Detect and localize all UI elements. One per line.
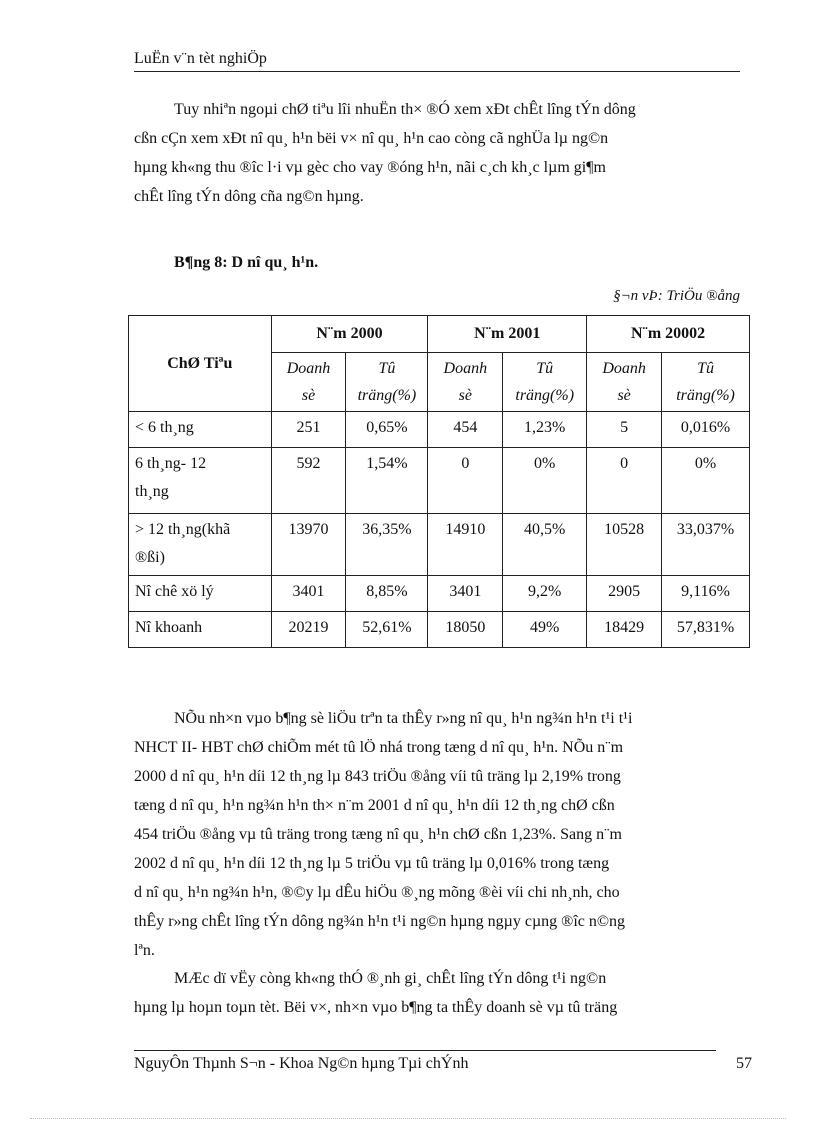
row-label: > 12 th¸ng(khã ®ßi)	[129, 514, 272, 576]
text-line: 2000 d nî qu¸ h¹n díi 12 th¸ng lµ 843 triÖu ®ång víi tû träng lµ 2,19% trong	[134, 768, 621, 785]
paragraph-conclusion	[134, 964, 740, 1022]
share-cell: 9,2%	[503, 576, 587, 612]
text-line: hµng kh«ng thu ®îc l·i vµ gèc cho vay ®óng h¹n, nãi c¸ch kh¸c lµm gi¶m	[134, 159, 606, 176]
paragraph-intro	[134, 95, 740, 211]
share-cell: 57,831%	[662, 612, 750, 648]
amount-cell: 0	[428, 448, 503, 514]
amount-cell: 2905	[587, 576, 662, 612]
text-line: d nî qu¸ h¹n ng¾n h¹n, ®©y lµ dÊu hiÖu ®¸ng mõng ®èi víi chi nh¸nh, cho	[134, 884, 620, 901]
share-cell: 1,23%	[503, 412, 587, 448]
text-line: cßn cÇn xem xÐt nî qu¸ h¹n bëi v× nî qu¸ h¹n cao còng cã nghÜa lµ ng©n	[134, 130, 609, 147]
amount-cell: 5	[587, 412, 662, 448]
share-cell: 0,016%	[662, 412, 750, 448]
share-cell: 49%	[503, 612, 587, 648]
paragraph-analysis	[134, 704, 740, 965]
page-number: 57	[736, 1055, 752, 1072]
table-row	[129, 412, 750, 448]
text-line: NHCT II- HBT chØ chiÕm mét tû lÖ nhá trong tæng d nî qu¸ h¹n. NÕu n¨m	[134, 739, 624, 756]
table-header-row	[129, 316, 750, 353]
text-line: hµng lµ hoµn toµn tèt. Bëi v×, nh×n vµo b¶ng ta thÊy doanh sè vµ tû träng	[134, 999, 618, 1016]
text-line: 2002 d nî qu¸ h¹n díi 12 th¸ng lµ 5 triÖu vµ tû träng lµ 0,016% trong tæng	[134, 855, 610, 872]
text-line: thÊy r»ng chÊt lîng tÝn dông ng¾n h¹n t¹i ng©n hµng ngµy cµng ®îc n©ng	[134, 913, 626, 930]
unit-note: §¬n vÞ: TriÖu ®ång	[613, 288, 740, 304]
indicator-header: ChØ Tiªu	[129, 316, 272, 412]
share-cell: 0%	[503, 448, 587, 514]
share-cell: 1,54%	[346, 448, 428, 514]
amount-cell: 18429	[587, 612, 662, 648]
text-line: 454 triÖu ®ång vµ tû träng trong tæng nî qu¸ h¹n chØ cßn 1,23%. Sang n¨m	[134, 826, 622, 843]
table-caption: B¶ng 8: D nî qu¸ h¹n.	[174, 254, 319, 271]
amount-cell: 20219	[271, 612, 346, 648]
text-line: lªn.	[134, 942, 155, 959]
table-row	[129, 576, 750, 612]
table-row	[129, 448, 750, 514]
row-label: Nî khoanh	[129, 612, 272, 648]
header-divider	[134, 71, 740, 72]
row-label: 6 th¸ng- 12 th¸ng	[129, 448, 272, 514]
share-cell: 0,65%	[346, 412, 428, 448]
amount-cell: 3401	[428, 576, 503, 612]
row-label: < 6 th¸ng	[129, 412, 272, 448]
share-cell: 52,61%	[346, 612, 428, 648]
amount-cell: 454	[428, 412, 503, 448]
amount-cell: 13970	[271, 514, 346, 576]
amount-cell: 10528	[587, 514, 662, 576]
amount-cell: 3401	[271, 576, 346, 612]
year-header: N¨m 2001	[428, 316, 587, 353]
amount-cell: 18050	[428, 612, 503, 648]
text-line: NÕu nh×n vµo b¶ng sè liÖu trªn ta thÊy r»ng nî qu¸ h¹n ng¾n h¹n t¹i t¹i	[174, 710, 633, 727]
page-edge-divider	[30, 1118, 786, 1119]
share-subheader: Tû träng(%)	[503, 353, 587, 412]
overdue-debt-table	[128, 315, 750, 648]
share-subheader: Tû träng(%)	[346, 353, 428, 412]
share-subheader: Tû träng(%)	[662, 353, 750, 412]
table-row	[129, 514, 750, 576]
text-line: tæng d nî qu¸ h¹n ng¾n h¹n th× n¨m 2001 d nî qu¸ h¹n díi 12 th¸ng chØ cßn	[134, 797, 615, 814]
table-row	[129, 612, 750, 648]
amount-cell: 251	[271, 412, 346, 448]
year-header: N¨m 20002	[587, 316, 750, 353]
amount-cell: 592	[271, 448, 346, 514]
text-line: Tuy nhiªn ngoµi chØ tiªu lîi nhuËn th× ®Ó xem xÐt chÊt lîng tÝn dông	[174, 101, 636, 118]
row-label: Nî chê xö lý	[129, 576, 272, 612]
running-header: LuËn v¨n tèt nghiÖp	[134, 50, 267, 67]
share-cell: 8,85%	[346, 576, 428, 612]
footer-author: NguyÔn Thµnh S¬n - Khoa Ng©n hµng Tµi chÝnh	[134, 1055, 469, 1072]
year-header: N¨m 2000	[271, 316, 428, 353]
amount-cell: 0	[587, 448, 662, 514]
share-cell: 40,5%	[503, 514, 587, 576]
share-cell: 0%	[662, 448, 750, 514]
text-line: chÊt lîng tÝn dông cña ng©n hµng.	[134, 188, 364, 205]
share-cell: 36,35%	[346, 514, 428, 576]
amount-subheader: Doanh sè	[587, 353, 662, 412]
amount-subheader: Doanh sè	[271, 353, 346, 412]
share-cell: 9,116%	[662, 576, 750, 612]
amount-subheader: Doanh sè	[428, 353, 503, 412]
amount-cell: 14910	[428, 514, 503, 576]
text-line: MÆc dï vËy còng kh«ng thÓ ®¸nh gi¸ chÊt lîng tÝn dông t¹i ng©n	[174, 970, 607, 987]
footer-divider	[134, 1050, 716, 1051]
share-cell: 33,037%	[662, 514, 750, 576]
